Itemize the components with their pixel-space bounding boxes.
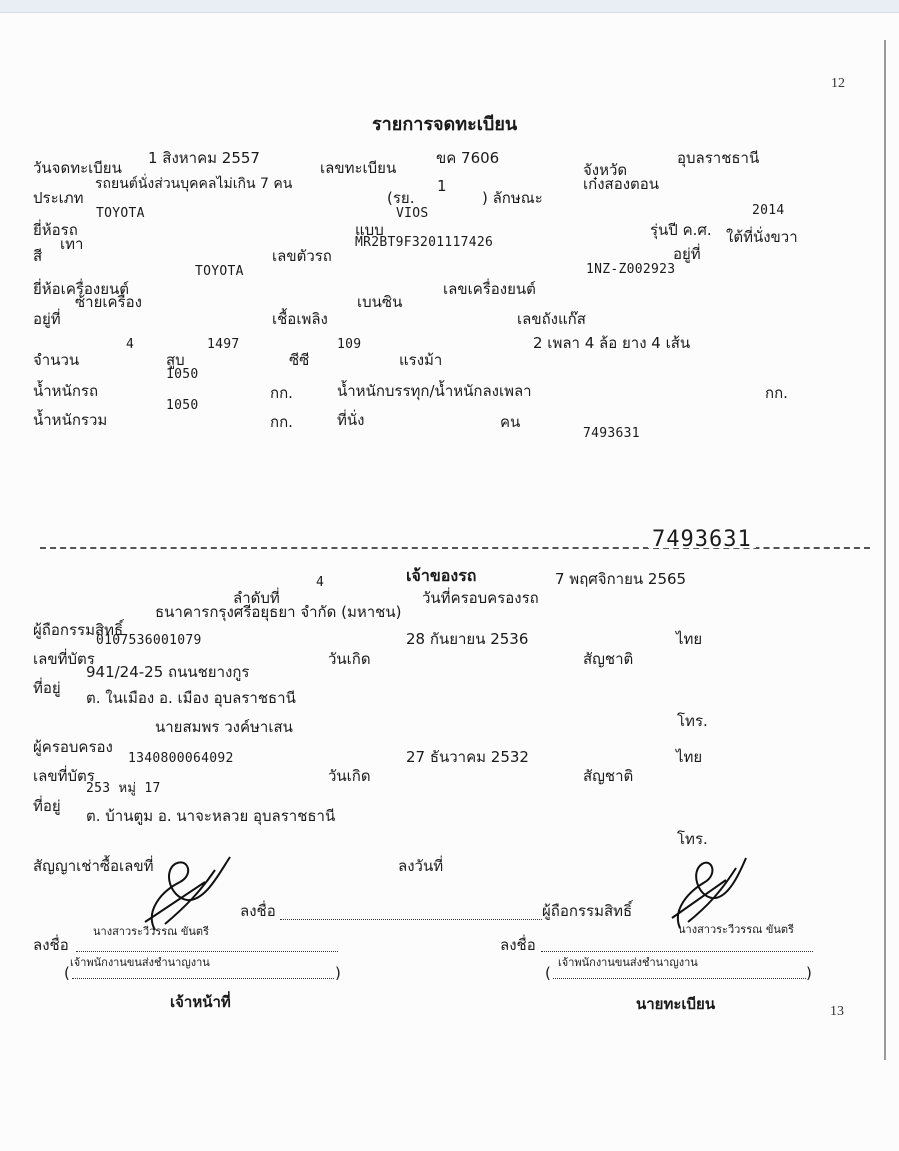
left-sign-dotted-line [76,950,338,952]
mid-sign-label: ลงชื่อ [240,902,276,920]
left-name-dotted-line [72,977,334,979]
brand-value: TOYOTA [96,206,145,221]
officer-title-right: เจ้าพนักงานขนส่งชำนาญงาน [558,956,698,969]
ref-number: 7493631 [583,426,640,441]
owner-section-date: 7 พฤศจิกายน 2565 [555,570,687,588]
load-label: น้ำหนักบรรทุก/น้ำหนักลงเพลา [337,382,532,400]
type-label: ประเภท [33,189,84,207]
possession-label: วันที่ครอบครองรถ [422,589,539,607]
owner-id: 0107536001079 [96,633,202,648]
possessor-nat: ไทย [676,748,703,766]
owner-nat: ไทย [676,630,703,648]
color-label: สี [33,247,43,265]
location2-label: อยู่ที่ [33,310,61,328]
province-value: อุบลราชธานี [677,149,760,167]
owner-address-line2: ต. ในเมือง อ. เมือง อุบลราชธานี [86,689,296,707]
officer-name-left: นางสาวระวีวรรณ ขันตรี [93,925,209,938]
date-label: วันจดทะเบียน [33,159,122,177]
weight-value: 1050 [166,367,199,382]
model-value: VIOS [396,206,429,221]
possessor-label: ผู้ครอบครอง [33,738,113,756]
owner-name: ธนาคารกรุงศรีอยุธยา จำกัด (มหาชน) [155,603,402,621]
plate-value: ขค 7606 [436,149,500,167]
possessor-address-line2: ต. บ้านตูม อ. นาจะหลวย อุบลราชธานี [86,807,336,825]
owner-address-label: ที่อยู่ [33,679,61,697]
owner-id-label: เลขที่บัตร [33,650,95,668]
engine-brand-value: TOYOTA [195,264,244,279]
signed-date-label: ลงวันที่ [398,857,444,875]
possessor-dob: 27 ธันวาคม 2532 [406,748,529,766]
location1-label: อยู่ที่ [673,245,701,263]
owner-nat-label: สัญชาติ [583,650,634,668]
date-value: 1 สิงหาคม 2557 [148,149,260,167]
gross-value: 1050 [166,398,199,413]
role-right: นายทะเบียน [636,995,716,1013]
page-edge-line [884,40,886,1060]
cylinders-value: 4 [126,337,135,352]
cc-unit: ซีซี [289,351,310,369]
color-value: เทา [60,235,84,253]
window-top-bar [0,0,899,13]
page-number-top: 12 [831,76,845,91]
possessor-tel-label: โทร. [677,830,708,848]
order-value: 4 [316,575,325,590]
page-number-bottom: 13 [830,1004,844,1019]
engine-no-label: เลขเครื่องยนต์ [443,280,536,298]
province-label: จังหวัด [583,161,628,179]
year-label: รุ่นปี ค.ศ. [650,221,712,239]
stamp-number: 7493631 [648,532,756,548]
right-name-dotted-line [553,977,806,979]
gross-kg: กก. [270,413,293,431]
location2-value: ซ้ายเครื่อง [75,293,142,311]
lease-label: สัญญาเช่าซื้อเลขที่ [33,857,154,875]
year-value: 2014 [752,203,785,218]
axle-text: 2 เพลา 4 ล้อ ยาง 4 เส้น [533,334,691,352]
owner-tel-label: โทร. [677,712,708,730]
owner-address-line1: 941/24-25 ถนนชยางกูร [86,663,250,681]
registration-title: รายการจดทะเบียน [372,114,518,135]
right-sign-dotted-line [541,950,813,952]
owner-section-title: เจ้าของรถ [406,566,477,585]
officer-title-left: เจ้าพนักงานขนส่งชำนาญงาน [70,956,210,969]
type-value: รถยนต์นั่งส่วนบุคคลไม่เกิน 7 คน [95,176,293,192]
ry-value: 1 [437,177,447,195]
order-label: ลำดับที่ [233,589,280,607]
owner-sign-dotted-line [280,918,542,920]
seats-unit: คน [500,413,521,431]
left-paren-open: ( [64,964,70,982]
cc-value: 1497 [207,337,240,352]
fuel-label: เชื้อเพลิง [272,310,328,328]
ry-open: (รย. [387,189,415,207]
right-paren-open: ( [545,964,551,982]
hp-unit: แรงม้า [399,351,443,369]
gross-label: น้ำหนักรวม [33,411,108,429]
left-paren-close: ) [335,964,341,982]
engine-no-value: 1NZ-Z002923 [586,262,676,277]
possessor-id-label: เลขที่บัตร [33,767,95,785]
body-type-value: เก๋งสองตอน [583,175,660,193]
count-label: จำนวน [33,351,80,369]
officer-signature-right [660,852,750,932]
weight-label: น้ำหนักรถ [33,382,99,400]
model-label: แบบ [355,221,384,239]
ry-close: ) ลักษณะ [482,189,543,207]
officer-signature-left [125,852,235,934]
owner-dob: 28 กันยายน 2536 [406,630,529,648]
owner-dob-label: วันเกิด [328,650,371,668]
cylinders-unit: สูบ [166,351,185,369]
hp-value: 109 [337,337,362,352]
possessor-nat-label: สัญชาติ [583,767,634,785]
sign-label-right: ลงชื่อ [500,936,536,954]
possessor-address-line1: 253 หมู่ 17 [86,781,161,796]
engine-brand-label: ยี่ห้อเครื่องยนต์ [33,280,130,298]
officer-name-right: นางสาวระวีวรรณ ขันตรี [678,923,794,936]
weight-kg: กก. [270,384,293,402]
chassis-label: เลขตัวรถ [272,247,332,265]
load-kg: กก. [765,384,788,402]
seats-label: ที่นั่ง [337,411,365,429]
fuel-value: เบนซิน [357,293,403,311]
tank-label: เลขถังแก๊ส [517,310,586,328]
possessor-address-label: ที่อยู่ [33,797,61,815]
brand-label: ยี่ห้อรถ [33,221,78,239]
location1-value: ใต้ที่นั่งขวา [726,228,798,246]
sign-label-left: ลงชื่อ [33,936,69,954]
right-paren-close: ) [806,964,812,982]
plate-label: เลขทะเบียน [320,159,397,177]
owner-signature-suffix: ผู้ถือกรรมสิทธิ์ [542,902,633,920]
possessor-id: 1340800064092 [128,751,234,766]
possessor-dob-label: วันเกิด [328,767,371,785]
chassis-value: MR2BT9F3201117426 [355,235,494,250]
owner-label: ผู้ถือกรรมสิทธิ์ [33,621,124,639]
role-left: เจ้าหน้าที่ [170,993,231,1011]
possessor-name: นายสมพร วงค์ษาเสน [155,718,293,736]
